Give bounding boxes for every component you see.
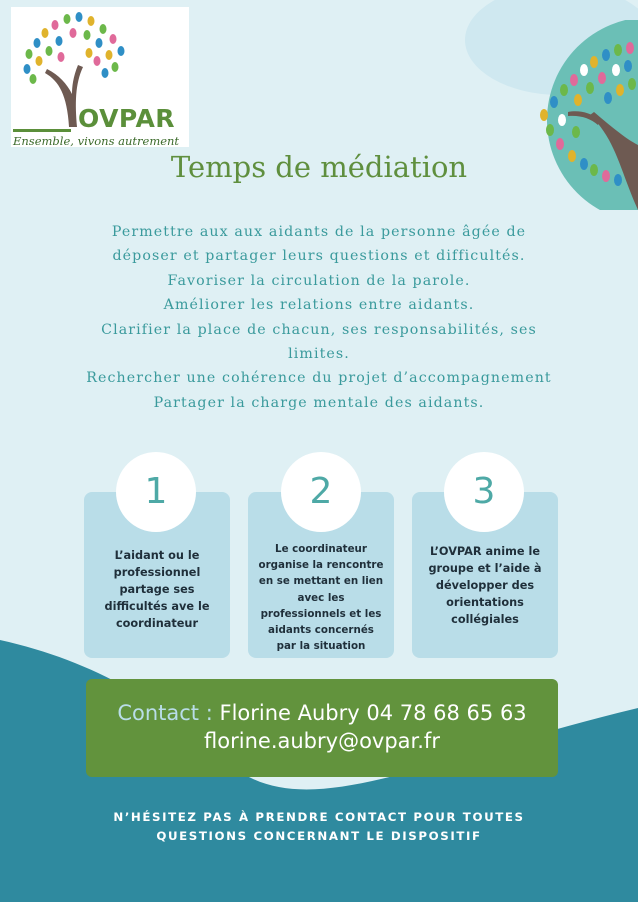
intro-text <box>34 220 604 415</box>
contact-name-phone: Florine Aubry 04 78 68 65 63 <box>219 701 527 725</box>
step-description: L’OVPAR anime le groupe et l’aide à développer des orientations collégiales <box>428 545 542 626</box>
step-number-3: 3 <box>444 452 524 532</box>
step-number-1: 1 <box>116 452 196 532</box>
intro-line: déposer et partager leurs questions et difficultés. <box>112 248 526 265</box>
footer-line: N’HÉSITEZ PAS À PRENDRE CONTACT POUR TOUTES <box>113 810 525 824</box>
intro-line: Favoriser la circulation de la parole. <box>167 272 471 289</box>
step-number-2: 2 <box>281 452 361 532</box>
logo-underline <box>13 129 71 132</box>
step-description: Le coordinateur organise la rencontre en se mettant en lien avec les professionnels et les aidants concernés par la situation <box>258 543 384 653</box>
intro-line: Améliorer les relations entre aidants. <box>163 297 475 314</box>
footer-line: QUESTIONS CONCERNANT LE DISPOSITIF <box>156 829 482 843</box>
intro-line: Permettre aux aux aidants de la personne âgée de <box>111 224 527 240</box>
ovpar-logo <box>11 7 189 147</box>
contact-label: Contact : <box>117 701 213 725</box>
contact-line <box>86 701 558 725</box>
intro-line: Rechercher une cohérence du projet d’accompagnement <box>86 370 552 387</box>
logo-name: OVPAR <box>78 104 176 133</box>
intro-line: Partager la charge mentale des aidants. <box>153 394 485 411</box>
page-title: Temps de médiation <box>170 150 468 184</box>
intro-line: limites. <box>288 346 350 363</box>
contact-email[interactable]: florine.aubry@ovpar.fr <box>204 729 440 753</box>
contact-box <box>86 679 558 777</box>
logo-tagline: Ensemble, vivons autrement <box>13 134 180 148</box>
step-description: L’aidant ou le professionnel partage ses difficultés ave le coordinateur <box>104 549 210 630</box>
intro-line: Clarifier la place de chacun, ses responsabilités, ses <box>101 321 537 338</box>
footer-note <box>0 808 638 846</box>
